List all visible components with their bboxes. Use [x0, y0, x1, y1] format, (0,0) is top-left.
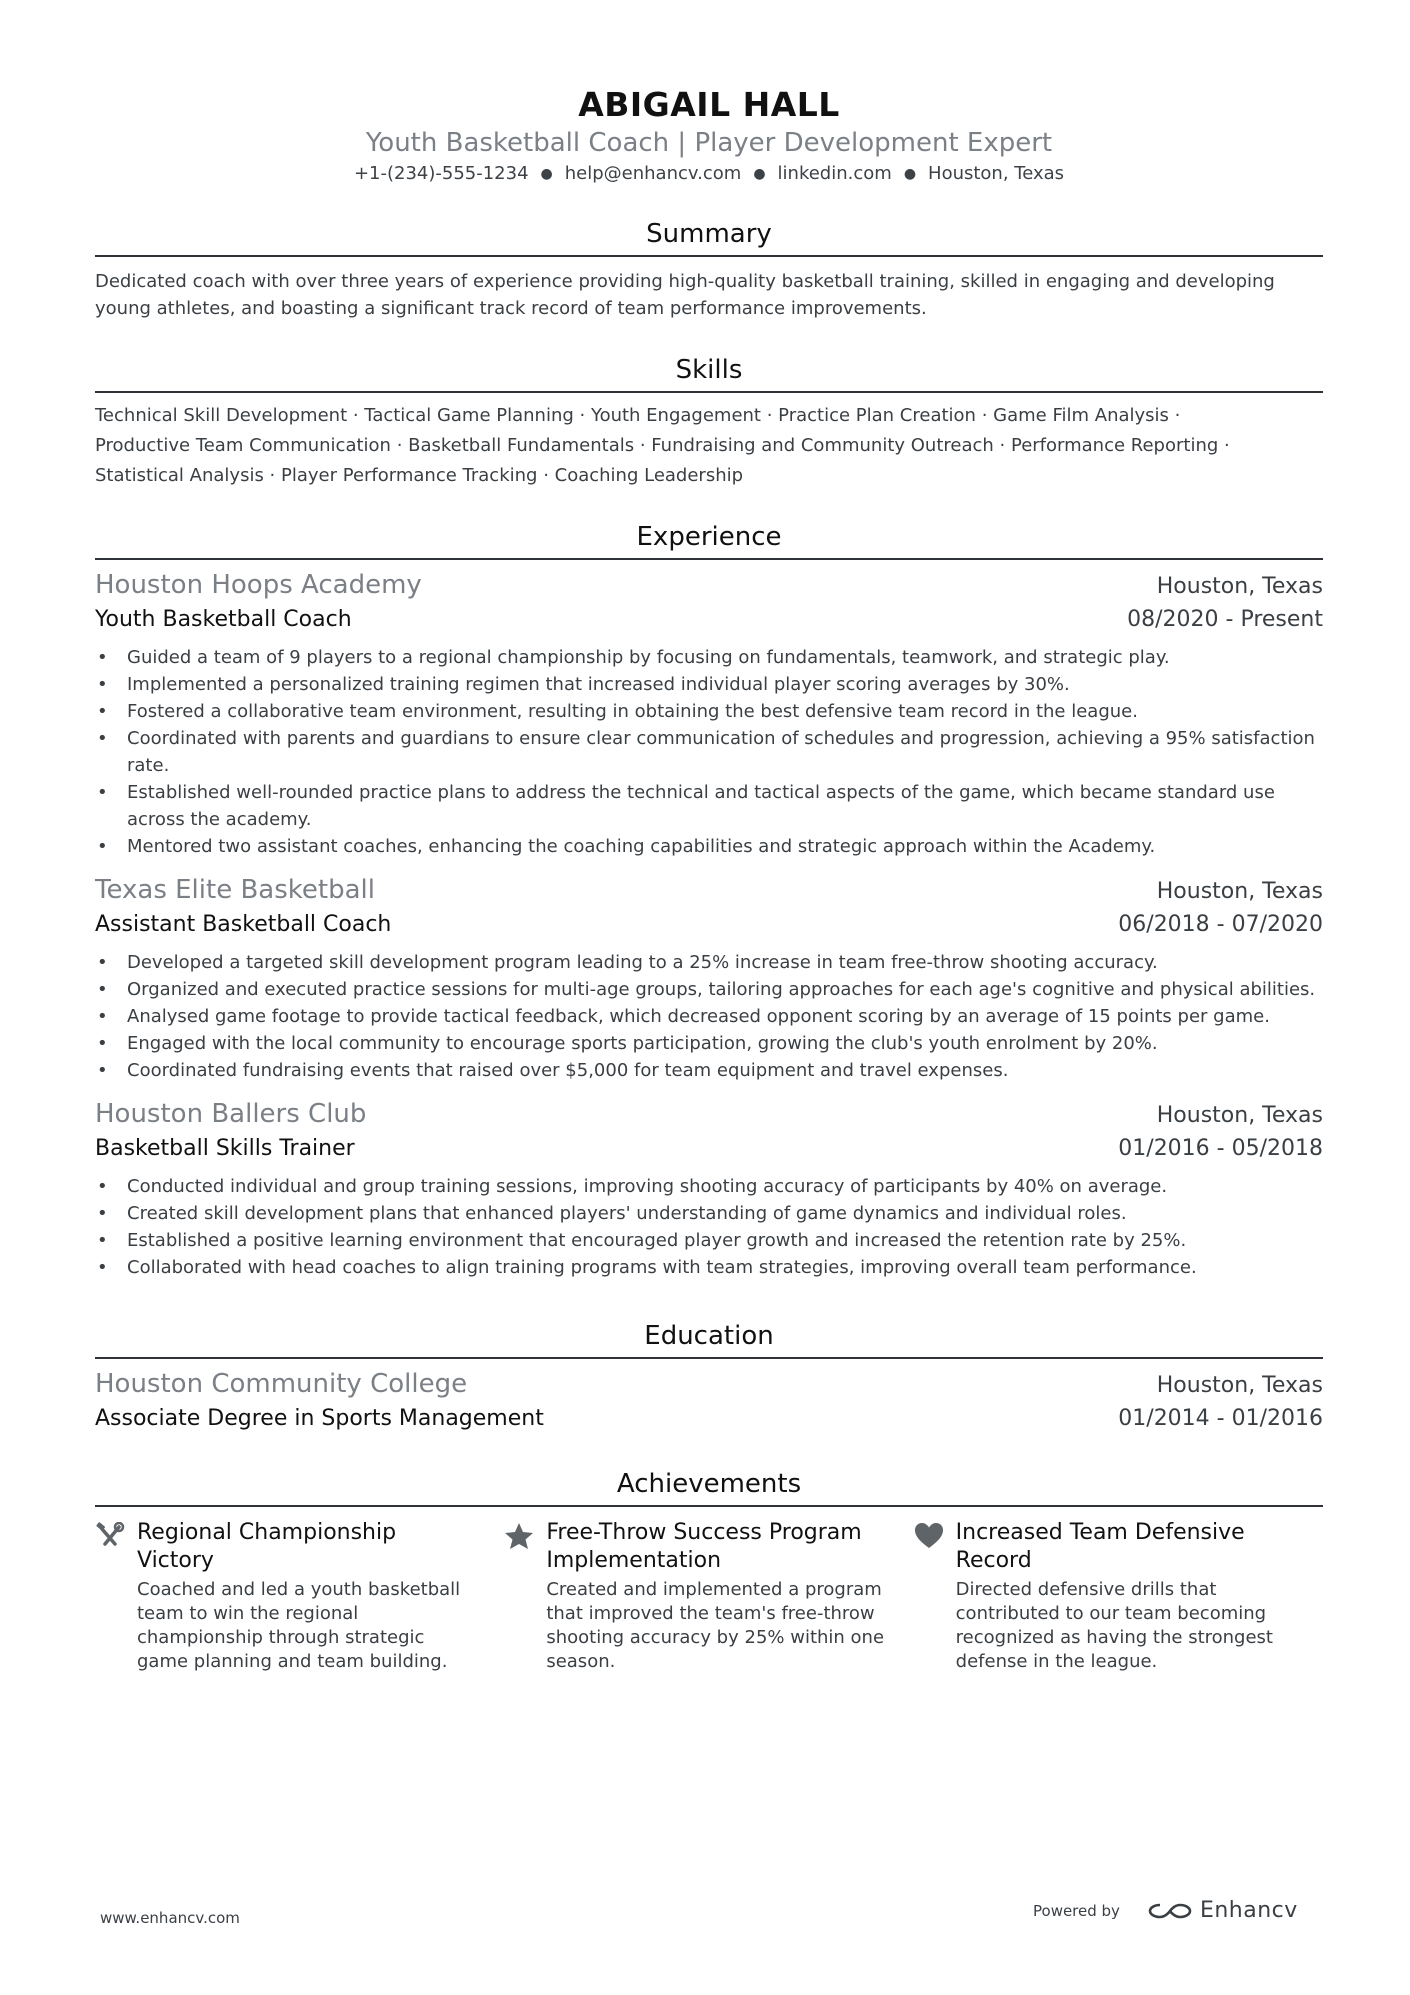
- skill-item: Technical Skill Development: [95, 405, 348, 426]
- degree: Associate Degree in Sports Management: [95, 1406, 544, 1431]
- bullet-item: • Mentored two assistant coaches, enhancing the coaching capabilities and strategic approach within the Academy.: [95, 833, 1323, 860]
- section-heading-experience: Experience: [95, 520, 1323, 560]
- job-role: Assistant Basketball Coach: [95, 912, 392, 937]
- brand-logo[interactable]: [1146, 1898, 1298, 1923]
- skills-section: [95, 353, 1323, 491]
- powered-by-label: Powered by: [1033, 1901, 1120, 1920]
- achievement-item: [504, 1519, 913, 1674]
- job-entry: [95, 873, 1323, 1084]
- section-heading-skills: Skills: [95, 353, 1323, 393]
- brand-name: Enhancv: [1199, 1898, 1298, 1923]
- candidate-title: Youth Basketball Coach | Player Development Expert: [365, 128, 1053, 158]
- resume-page: [95, 0, 1323, 1995]
- skills-list: Technical Skill Development · Tactical Game Planning · Youth Engagement · Practice Plan Creation · Game Film Analysis · Productive Team Communication · Basketball Fundamentals · Fundraising and Community Outreach · Performance Reporting · Statistical Analysis · Player Performance Tracking · Coaching Leadership: [95, 405, 1230, 486]
- location: Houston, Texas: [928, 163, 1065, 184]
- job-entry: [95, 1097, 1323, 1281]
- achievement-item: [914, 1519, 1323, 1674]
- school-location: Houston, Texas: [1156, 1373, 1323, 1398]
- resume-header: [95, 0, 1323, 187]
- bullet-item: • Engaged with the local community to encourage sports participation, growing the club's youth enrolment by 20%.: [95, 1030, 1323, 1057]
- separator-dot: ●: [903, 166, 917, 182]
- separator-dot: ●: [753, 166, 766, 182]
- achievement-description: Coached and led a youth basketball team to win the regional championship through strategic game planning and team building.: [137, 1579, 461, 1672]
- job-role: Youth Basketball Coach: [95, 607, 352, 632]
- star-icon: [504, 1519, 546, 1674]
- achievement-description: Created and implemented a program that improved the team's free-throw shooting accuracy by 25% within one season.: [546, 1579, 885, 1672]
- job-entry: [95, 568, 1323, 860]
- phone: +1-(234)-555-1234: [353, 163, 529, 184]
- education-section: [95, 1319, 1323, 1435]
- bullet-item: • Established a positive learning environment that encouraged player growth and increased the retention rate by 25%.: [95, 1227, 1323, 1254]
- linkedin-link[interactable]: linkedin.com: [777, 163, 892, 184]
- achievement-description: Directed defensive drills that contributed to our team becoming recognized as having the strongest defense in the league.: [955, 1579, 1273, 1672]
- separator-dot: ●: [540, 166, 553, 182]
- company-name: Texas Elite Basketball: [95, 875, 375, 905]
- experience-section: [95, 520, 1323, 1281]
- skill-item: Game Film Analysis: [993, 405, 1169, 426]
- skill-item: Player Performance Tracking: [281, 465, 538, 486]
- achievement-title: Regional Championship Victory: [137, 1520, 397, 1573]
- bullet-item: • Organized and executed practice sessions for multi-age groups, tailoring approaches for each age's cognitive and physical abilities.: [95, 976, 1323, 1003]
- education-entry: [95, 1367, 1323, 1435]
- footer-website-link[interactable]: www.enhancv.com: [100, 1909, 240, 1927]
- bullet-item: • Conducted individual and group training sessions, improving shooting accuracy of participants by 40% on average.: [95, 1173, 1323, 1200]
- candidate-name: ABIGAIL HALL: [578, 85, 840, 124]
- skill-item: Practice Plan Creation: [778, 405, 976, 426]
- company-name: Houston Hoops Academy: [95, 570, 422, 600]
- summary-text: Dedicated coach with over three years of experience providing high-quality basketball training, skilled in engaging and developing young athletes, and boasting a significant track record of team performance improvements.: [95, 271, 1275, 319]
- job-location: Houston, Texas: [1156, 574, 1323, 599]
- job-dates: 06/2018 - 07/2020: [1118, 912, 1323, 937]
- summary-section: [95, 217, 1323, 322]
- skill-item: Performance Reporting: [1010, 435, 1219, 456]
- skill-item: Fundraising and Community Outreach: [651, 435, 994, 456]
- bullet-item: • Coordinated fundraising events that raised over $5,000 for team equipment and travel expenses.: [95, 1057, 1323, 1084]
- skill-item: Basketball Fundamentals: [408, 435, 635, 456]
- enhancv-logo-icon: [1146, 1899, 1194, 1923]
- skill-item: Tactical Game Planning: [364, 405, 574, 426]
- skill-item: Coaching Leadership: [554, 465, 744, 486]
- bullet-item: • Established well-rounded practice plans to address the technical and tactical aspects of the game, which became standard use across the academy.: [95, 779, 1323, 833]
- section-heading-summary: Summary: [95, 217, 1323, 257]
- job-role: Basketball Skills Trainer: [95, 1136, 355, 1161]
- job-bullets: [95, 949, 1323, 1084]
- bullet-item: • Collaborated with head coaches to align training programs with team strategies, improving overall team performance.: [95, 1254, 1323, 1281]
- achievements-section: [95, 1467, 1323, 1674]
- heart-icon: [914, 1519, 956, 1674]
- company-name: Houston Ballers Club: [95, 1099, 367, 1129]
- section-heading-achievements: Achievements: [95, 1467, 1323, 1507]
- bullet-item: • Developed a targeted skill development program leading to a 25% increase in team free-throw shooting accuracy.: [95, 949, 1323, 976]
- school-name: Houston Community College: [95, 1369, 468, 1399]
- bullet-item: • Coordinated with parents and guardians to ensure clear communication of schedules and progression, achieving a 95% satisfaction rate.: [95, 725, 1323, 779]
- skill-item: Statistical Analysis: [95, 465, 264, 486]
- job-location: Houston, Texas: [1156, 879, 1323, 904]
- job-bullets: [95, 1173, 1323, 1281]
- bullet-item: • Implemented a personalized training regimen that increased individual player scoring averages by 30%.: [95, 671, 1323, 698]
- achievements-list: [95, 1519, 1323, 1674]
- bullet-item: • Analysed game footage to provide tactical feedback, which decreased opponent scoring by an average of 15 points per game.: [95, 1003, 1323, 1030]
- bullet-item: • Guided a team of 9 players to a regional championship by focusing on fundamentals, teamwork, and strategic play.: [95, 644, 1323, 671]
- education-dates: 01/2014 - 01/2016: [1118, 1406, 1323, 1431]
- bullet-item: • Fostered a collaborative team environment, resulting in obtaining the best defensive team record in the league.: [95, 698, 1323, 725]
- achievement-title: Increased Team Defensive Record: [955, 1520, 1245, 1573]
- email-link[interactable]: help@enhancv.com: [564, 163, 742, 184]
- achievement-item: [95, 1519, 504, 1674]
- skill-item: Youth Engagement: [590, 405, 761, 426]
- footer-branding: [1033, 1898, 1298, 1923]
- job-dates: 01/2016 - 05/2018: [1118, 1136, 1323, 1161]
- bullet-item: • Created skill development plans that enhanced players' understanding of game dynamics and individual roles.: [95, 1200, 1323, 1227]
- contact-line: [95, 161, 1323, 187]
- achievement-title: Free-Throw Success Program Implementation: [546, 1520, 862, 1573]
- hammer-wrench-icon: [95, 1519, 137, 1674]
- section-heading-education: Education: [95, 1319, 1323, 1359]
- job-bullets: [95, 644, 1323, 860]
- job-location: Houston, Texas: [1156, 1103, 1323, 1128]
- skill-item: Productive Team Communication: [95, 435, 391, 456]
- job-dates: 08/2020 - Present: [1127, 607, 1323, 632]
